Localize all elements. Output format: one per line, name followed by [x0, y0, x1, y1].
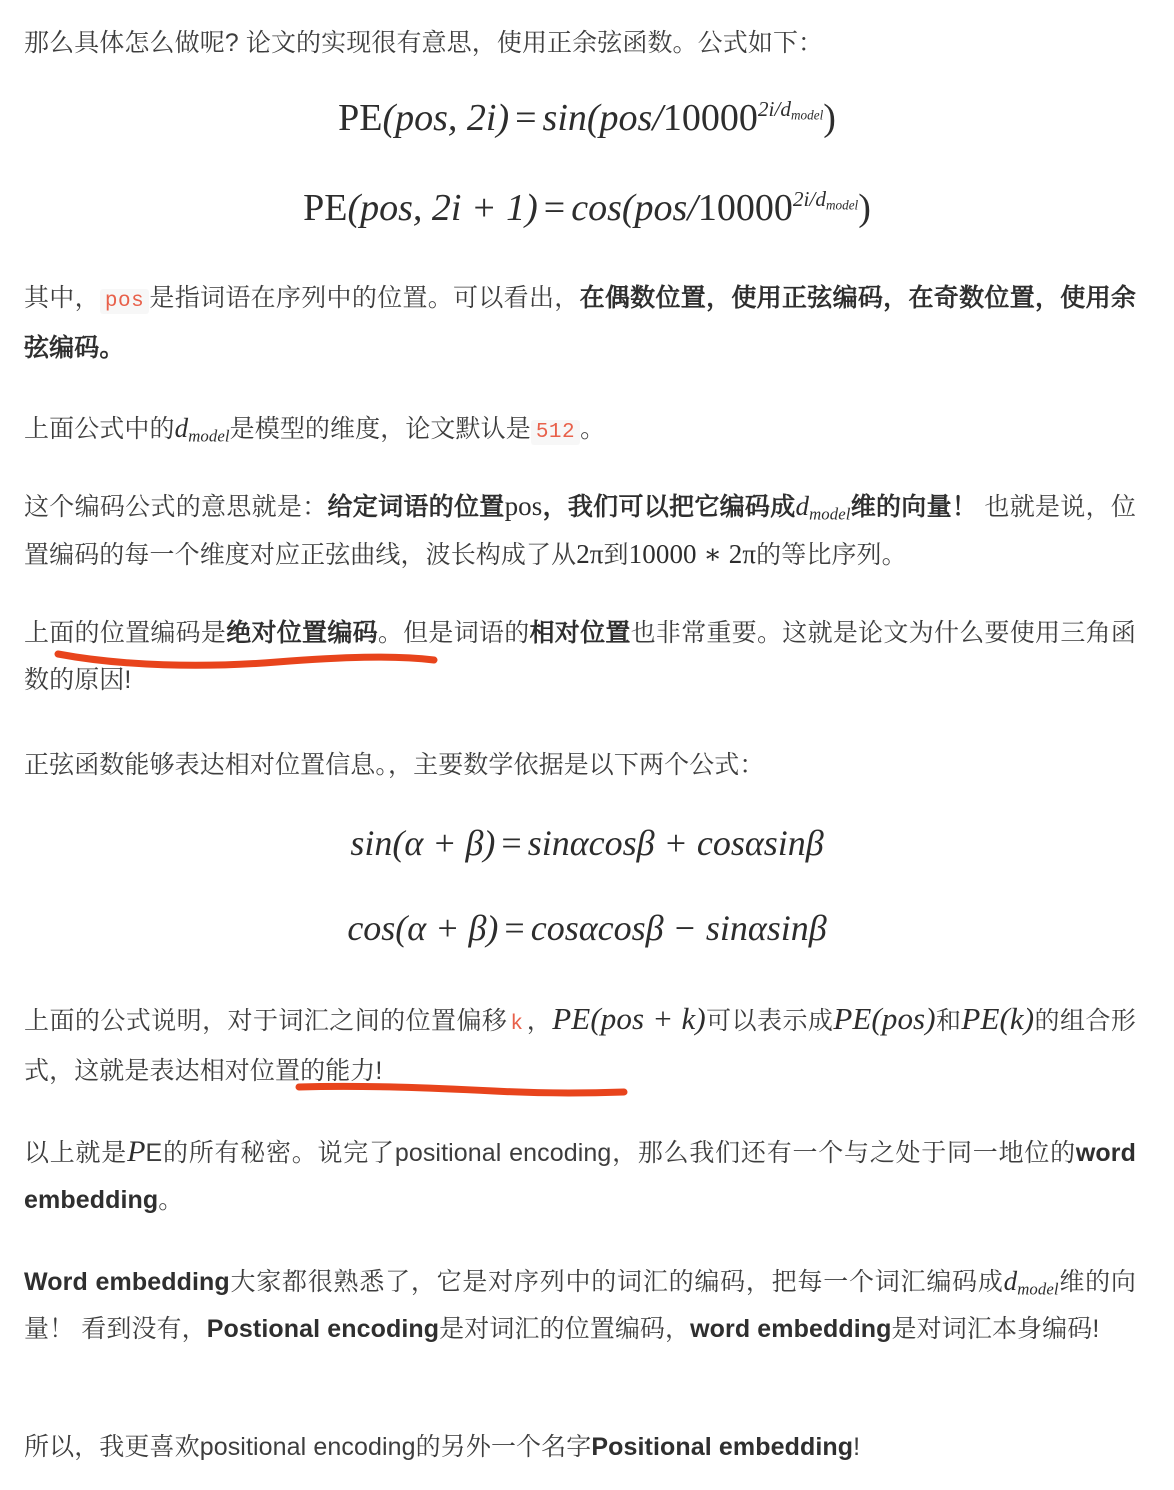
paragraph-encoding-meaning — [24, 483, 1136, 579]
paragraph-encoding-tail: 的等比序列。 — [756, 541, 907, 569]
paragraph-word-embedding — [24, 1258, 1136, 1353]
formula-pe-sin-rhs-open: (pos/ — [586, 97, 663, 139]
paragraph-pe-secrets-lead: 以上就是 — [24, 1139, 128, 1167]
inline-math-dmodel-2-sub: model — [809, 504, 851, 524]
formula-pe-sin-lhs-args: (pos, 2i) — [382, 97, 510, 139]
inline-math-dmodel-2 — [795, 491, 851, 524]
paragraph-intro-text: 那么具体怎么做呢? 论文的实现很有意思，使用正余弦函数。公式如下： — [24, 29, 824, 57]
paragraph-dmodel-mid: 是模型的维度，论文默认是 — [229, 415, 531, 443]
paragraph-final-bold: Positional embedding — [591, 1433, 854, 1461]
formula-pe-sin — [0, 96, 1174, 140]
paragraph-absolute-relative-position — [24, 610, 1136, 704]
formula-pe-cos-base: 10000 — [697, 187, 793, 229]
formula-pe-cos-equals: = — [543, 187, 566, 229]
paragraph-encoding-bold2: ，我们可以把它编码成 — [542, 493, 796, 521]
paragraph-absolute-bold1: 绝对位置编码 — [226, 619, 378, 647]
paragraph-absolute-mid: 。但是词语的 — [377, 619, 530, 647]
paragraph-dmodel-lead: 上面公式中的 — [24, 415, 175, 443]
paragraph-absolute-lead: 上面的位置编码是 — [24, 619, 227, 647]
inline-math-2pi-1: 2π — [576, 539, 604, 569]
paragraph-sine-text: 正弦函数能够表达相对位置信息。，主要数学依据是以下两个公式： — [24, 751, 765, 779]
paragraph-offset-lead: 上面的公式说明，对于词汇之间的位置偏移 — [24, 1007, 508, 1035]
inline-math-dmodel-2-base: d — [795, 491, 810, 521]
inline-math-pe-pos-plus-k: PE(pos + k) — [552, 1001, 706, 1036]
formula-pe-sin-exp-num: 2i — [757, 97, 775, 122]
inline-math-pe-pos: PE(pos) — [833, 1001, 936, 1036]
paragraph-absolute-bold2: 相对位置 — [529, 619, 631, 647]
paragraph-dmodel-dimension — [24, 405, 1136, 456]
formula-pe-cos-exp-slash: / — [809, 187, 816, 212]
paragraph-pe-secrets-tail: 。 — [158, 1186, 184, 1214]
paragraph-sine-relative-info — [24, 742, 1136, 789]
formula-pe-cos-rhs-close: ) — [858, 187, 871, 229]
paragraph-final-tail: ! — [853, 1433, 861, 1461]
paragraph-pe-secrets-mid: E的所有秘密。说完了positional encoding，那么我们还有一个与之处于同一地位的 — [145, 1139, 1076, 1167]
inline-math-dmodel-1-base: d — [174, 413, 189, 443]
inline-math-10000-2pi: 10000 ∗ 2π — [628, 539, 757, 569]
formula-pe-sin-exp-den: d — [780, 97, 792, 122]
inline-math-dmodel-3-sub: model — [1017, 1279, 1059, 1299]
inline-math-dmodel-1 — [174, 413, 230, 446]
inline-math-dmodel-3 — [1003, 1266, 1059, 1299]
formula-pe-cos-exp-num: 2i — [792, 187, 810, 212]
paragraph-final-lead: 所以，我更喜欢positional encoding的另外一个名字 — [24, 1433, 592, 1461]
paragraph-word-embedding-bold2: Postional encoding — [206, 1315, 440, 1343]
paragraph-offset-tail: 的组合形式，这就是表达相对位置的能力! — [24, 1007, 1136, 1085]
formula-pe-cos-lhs-fn: PE — [303, 187, 348, 229]
paragraph-offset-k — [24, 995, 1136, 1095]
formula-pe-cos-lhs-args: (pos, 2i + 1) — [347, 187, 538, 229]
paragraph-pos-lead: 其中， — [24, 284, 100, 312]
formula-cos-sum — [0, 907, 1174, 949]
inline-math-P: P — [127, 1135, 146, 1168]
formula-pe-sin-rhs-close: ) — [823, 97, 836, 139]
paragraph-absolute-tail: 也非常重要。这就是论文为什么要使用三角函数的原因! — [24, 619, 1136, 694]
code-pos: pos — [100, 289, 149, 314]
formula-pe-cos-rhs-open: (pos/ — [621, 187, 698, 229]
code-k: k — [510, 1013, 524, 1036]
formula-cos-sum-lhs: cos(α + β) — [347, 908, 499, 948]
paragraph-word-embedding-mid: 大家都很熟悉了，它是对序列中的词汇的编码，把每一个词汇编码成 — [229, 1268, 1004, 1296]
formula-pe-sin-rhs-fn: sin — [542, 97, 587, 139]
paragraph-pe-secrets — [24, 1128, 1136, 1224]
formula-sin-sum — [0, 822, 1174, 864]
inline-math-dmodel-1-sub: model — [188, 426, 230, 446]
formula-cos-sum-equals: = — [504, 908, 525, 948]
formula-pe-cos-rhs-fn: cos — [571, 187, 622, 229]
formula-pe-sin-base: 10000 — [662, 97, 758, 139]
paragraph-offset-comma: ， — [526, 1007, 553, 1035]
formula-pe-cos-exp-den: d — [815, 187, 826, 212]
paragraph-encoding-bold3: 维的向量！ — [850, 493, 978, 521]
paragraph-encoding-mid: 也就是说，位置编码的每一个维度对应正弦曲线，波长构成了从 — [24, 493, 1136, 569]
paragraph-encoding-mid2: 到 — [603, 541, 629, 569]
paragraph-pos-bold: 在偶数位置，使用正弦编码，在奇数位置，使用余弦编码 — [24, 284, 1136, 362]
paragraph-word-embedding-tail: 是对词汇本身编码! — [891, 1315, 1100, 1343]
inline-math-dmodel-3-base: d — [1003, 1266, 1018, 1296]
paragraph-word-embedding-mid2: 维的向量！ 看到没有， — [24, 1268, 1136, 1343]
paragraph-positional-embedding-name — [24, 1424, 1136, 1471]
formula-pe-cos-exp-den-sub: model — [825, 198, 859, 214]
paragraph-offset-mid: 可以表示成 — [705, 1007, 834, 1035]
paragraph-encoding-lead: 这个编码公式的意思就是： — [24, 493, 328, 521]
formula-cos-sum-rhs: cosαcosβ − sinαsinβ — [530, 908, 827, 948]
paragraph-word-embedding-bold1: Word embedding — [24, 1268, 230, 1296]
paragraph-intro — [24, 20, 1136, 67]
paragraph-word-embedding-bold3: word embedding — [690, 1315, 892, 1343]
formula-sin-sum-rhs: sinαcosβ + cosαsinβ — [527, 823, 824, 863]
formula-pe-cos — [0, 186, 1174, 230]
formula-pe-sin-exp-den-sub: model — [791, 108, 824, 124]
paragraph-pos-mid: 是指词语在序列中的位置。可以看出， — [149, 284, 580, 312]
paragraph-encoding-bold1: 给定词语的位置 — [327, 493, 505, 521]
formula-pe-sin-exp-slash: / — [774, 97, 781, 122]
paragraph-offset-mid2: 和 — [935, 1007, 962, 1035]
inline-math-pe-k: PE(k) — [961, 1001, 1035, 1036]
formula-sin-sum-equals: = — [501, 823, 522, 863]
formula-sin-sum-lhs: sin(α + β) — [350, 823, 496, 863]
paragraph-pos-definition — [24, 275, 1136, 372]
code-512: 512 — [531, 420, 580, 445]
paragraph-word-embedding-mid3: 是对词汇的位置编码， — [439, 1315, 691, 1343]
paragraph-pos-tail: 。 — [99, 334, 125, 362]
inline-math-pos: pos — [504, 491, 543, 521]
formula-pe-sin-equals: = — [515, 97, 537, 139]
paragraph-dmodel-tail: 。 — [580, 415, 606, 443]
formula-pe-sin-lhs-fn: PE — [338, 97, 383, 139]
paragraph-pe-secrets-bold: word embedding — [24, 1139, 1136, 1214]
